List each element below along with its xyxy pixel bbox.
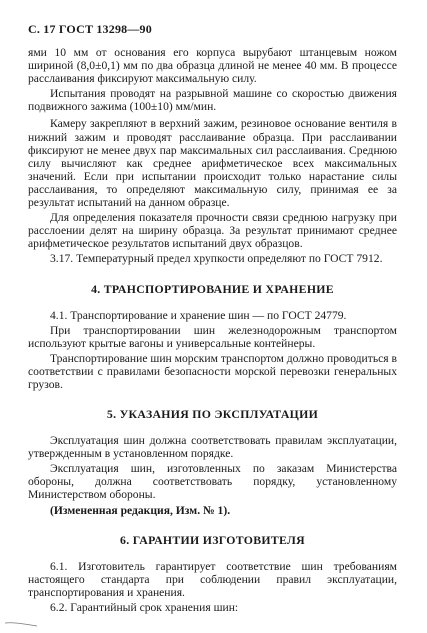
paragraph-test-speed: Испытания проводят на разрывной машине со скоростью движения подвижного зажима (100±10) мм/мин. [28, 87, 397, 114]
section-5-heading: 5. УКАЗАНИЯ ПО ЭКСПЛУАТАЦИИ [106, 407, 319, 422]
paragraph-6-1: 6.1. Изготовитель гарантирует соответствие шин требованиям настоящего стандарта при соблюдении правил эксплуатации, транспортирования и хранения. [28, 559, 397, 599]
paragraph-operation-rules: Эксплуатация шин должна соответствовать правилам эксплуатации, утвержденным в установленном порядке. [28, 434, 397, 461]
section-4-heading: 4. ТРАНСПОРТИРОВАНИЕ И ХРАНЕНИЕ [91, 281, 334, 296]
paragraph-sea-transport: Транспортирование шин морским транспортом должно проводиться в соответствии с правилами безопасности морской перевозки генеральных грузов. [28, 351, 397, 391]
paragraph-4-1: 4.1. Транспортирование и хранение шин — по ГОСТ 24779. [50, 308, 347, 322]
running-head: С. 17 ГОСТ 13298—90 [28, 22, 152, 36]
paragraph-defense-orders: Эксплуатация шин, изготовленных по заказам Министерства обороны, должна соответствовать порядку, установленному Министерством обороны. [28, 462, 397, 502]
section-6-heading: 6. ГАРАНТИИ ИЗГОТОВИТЕЛЯ [120, 532, 305, 547]
edition-note: (Измененная редакция, Изм. № 1). [50, 503, 231, 517]
paragraph-bond-strength: Для определения показателя прочности связи среднюю нагрузку при расслоении делят на ширину образца. За результат принимают среднее арифметическое результатов испытаний двух образцов. [28, 211, 397, 251]
paragraph-rail-transport: При транспортировании шин железнодорожным транспортом используют крытые вагоны и универсальные контейнеры. [28, 323, 397, 350]
scan-mark-icon [4, 621, 38, 627]
paragraph-6-2: 6.2. Гарантийный срок хранения шин: [50, 600, 239, 614]
paragraph-clamping: Камеру закрепляют в верхний зажим, резиновое основание вентиля в нижний зажим и проводят расслаивание образца. При расслаивании фиксируют не менее двух пар максимальных сил расслаивания. Среднюю силу вычисляют как среднее арифметическое всех максимальных значений. Если при испытании происходит только нарастание силы расслаивания, то определяют максимальную силу, принимая ее за результат испытаний на данном образце. [28, 117, 397, 210]
paragraph-continuation: ями 10 мм от основания его корпуса вырубают штанцевым ножом шириной (8,0±0,1) мм по два образца длиной не менее 40 мм. В процессе расслаивания фиксируют максимальную силу. [28, 46, 397, 86]
paragraph-3-17: 3.17. Температурный предел хрупкости определяют по ГОСТ 7912. [50, 252, 383, 266]
